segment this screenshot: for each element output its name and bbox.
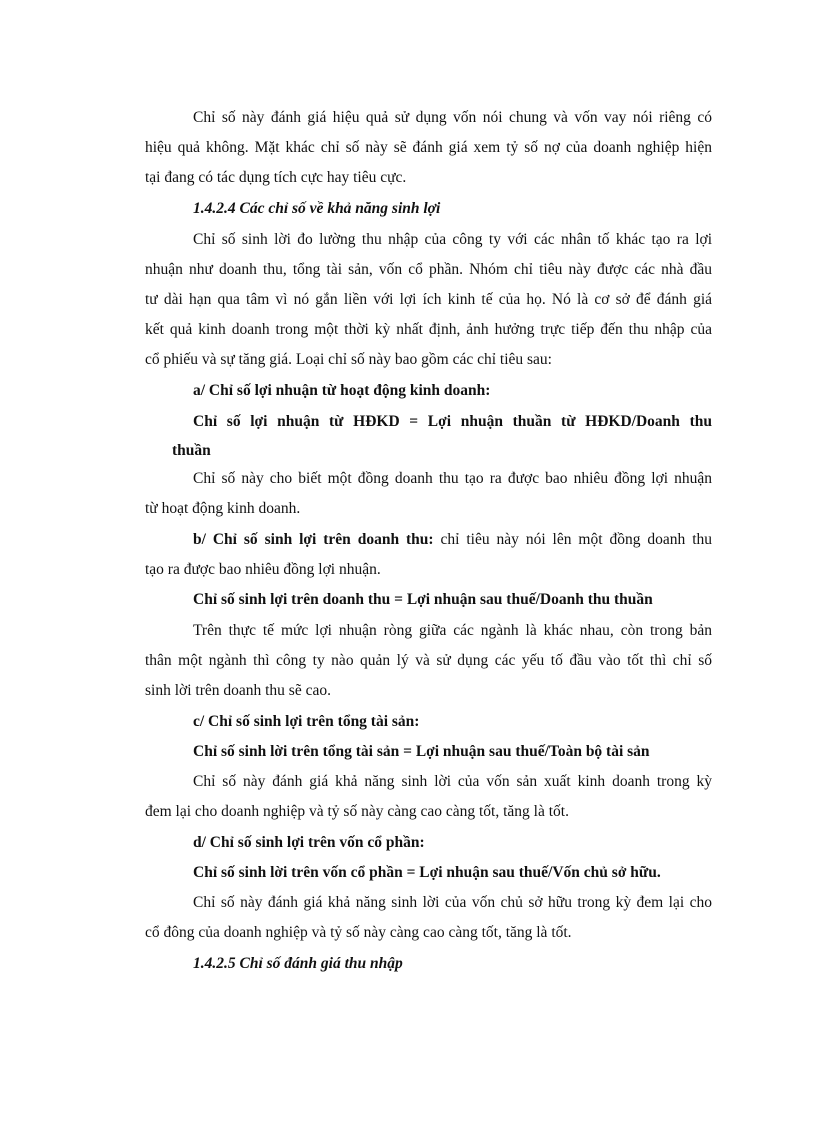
- body-text: chỉ tiêu này nói lên một đồng doanh thu: [433, 531, 712, 548]
- subheading-d: d/ Chỉ số sinh lợi trên vốn cổ phần:: [193, 834, 425, 851]
- body-text-line: cổ phiếu và sự tăng giá. Loại chỉ số này bao gồm các chỉ tiêu sau:: [145, 351, 552, 368]
- formula-line: Chỉ số sinh lời trên tổng tài sản = Lợi nhuận sau thuế/Toàn bộ tài sản: [193, 743, 650, 760]
- body-text-line: Chỉ số sinh lời đo lường thu nhập của công ty với các nhân tố khác tạo ra lợi: [193, 231, 712, 248]
- subheading-b-line: [193, 530, 712, 550]
- body-text-line: Chỉ số này đánh giá khả năng sinh lời của vốn sản xuất kinh doanh trong kỳ: [193, 773, 712, 790]
- body-text-line: tại đang có tác dụng tích cực hay tiêu cực.: [145, 169, 407, 186]
- body-text-line: sinh lời trên doanh thu sẽ cao.: [145, 682, 331, 699]
- body-text-line: tư dài hạn qua tâm vì nó gắn liền với lợi ích kinh tế của họ. Nó là cơ sở để đánh giá: [145, 291, 712, 308]
- subheading-b: b/ Chỉ số sinh lợi trên doanh thu:: [193, 531, 434, 548]
- formula-line: Chỉ số lợi nhuận từ HĐKD = Lợi nhuận thuần từ HĐKD/Doanh thu: [193, 413, 712, 430]
- body-text-line: cổ đông của doanh nghiệp và tỷ số này càng cao càng tốt, tăng là tốt.: [145, 924, 572, 941]
- body-text-line: tạo ra được bao nhiêu đồng lợi nhuận.: [145, 561, 381, 578]
- body-text-line: đem lại cho doanh nghiệp và tỷ số này càng cao càng tốt, tăng là tốt.: [145, 803, 569, 820]
- subheading-c: c/ Chỉ số sinh lợi trên tổng tài sản:: [193, 713, 420, 730]
- body-text-line: Chỉ số này đánh giá khả năng sinh lời của vốn chủ sở hữu trong kỳ đem lại cho: [193, 894, 712, 911]
- section-heading-1-4-2-5: 1.4.2.5 Chỉ số đánh giá thu nhập: [193, 955, 403, 972]
- section-heading-1-4-2-4: 1.4.2.4 Các chỉ số về khả năng sinh lợi: [193, 200, 441, 217]
- body-text-line: từ hoạt động kinh doanh.: [145, 500, 301, 517]
- body-text-line: Chỉ số này đánh giá hiệu quả sử dụng vốn nói chung và vốn vay nói riêng có: [193, 109, 712, 126]
- body-text-line: hiệu quả không. Mặt khác chỉ số này sẽ đánh giá xem tỷ số nợ của doanh nghiệp hiện: [145, 139, 712, 156]
- body-text-line: thân một ngành thì công ty nào quản lý và sử dụng các yếu tố đầu vào tốt thì chỉ số: [145, 652, 712, 669]
- body-text-line: kết quả kinh doanh trong một thời kỳ nhất định, ảnh hưởng trực tiếp đến thu nhập của: [145, 321, 712, 338]
- formula-line: Chỉ số sinh lợi trên doanh thu = Lợi nhuận sau thuế/Doanh thu thuần: [193, 591, 653, 608]
- formula-line: Chỉ số sinh lời trên vốn cổ phần = Lợi nhuận sau thuế/Vốn chủ sở hữu.: [193, 864, 661, 881]
- body-text-line: Trên thực tế mức lợi nhuận ròng giữa các ngành là khác nhau, còn trong bản: [193, 622, 712, 639]
- body-text-line: Chỉ số này cho biết một đồng doanh thu tạo ra được bao nhiêu đồng lợi nhuận: [193, 470, 712, 487]
- formula-line: thuần: [172, 442, 211, 459]
- subheading-a: a/ Chỉ số lợi nhuận từ hoạt động kinh doanh:: [193, 382, 491, 399]
- body-text-line: nhuận như doanh thu, tổng tài sản, vốn cổ phần. Nhóm chỉ tiêu này được các nhà đầu: [145, 261, 712, 278]
